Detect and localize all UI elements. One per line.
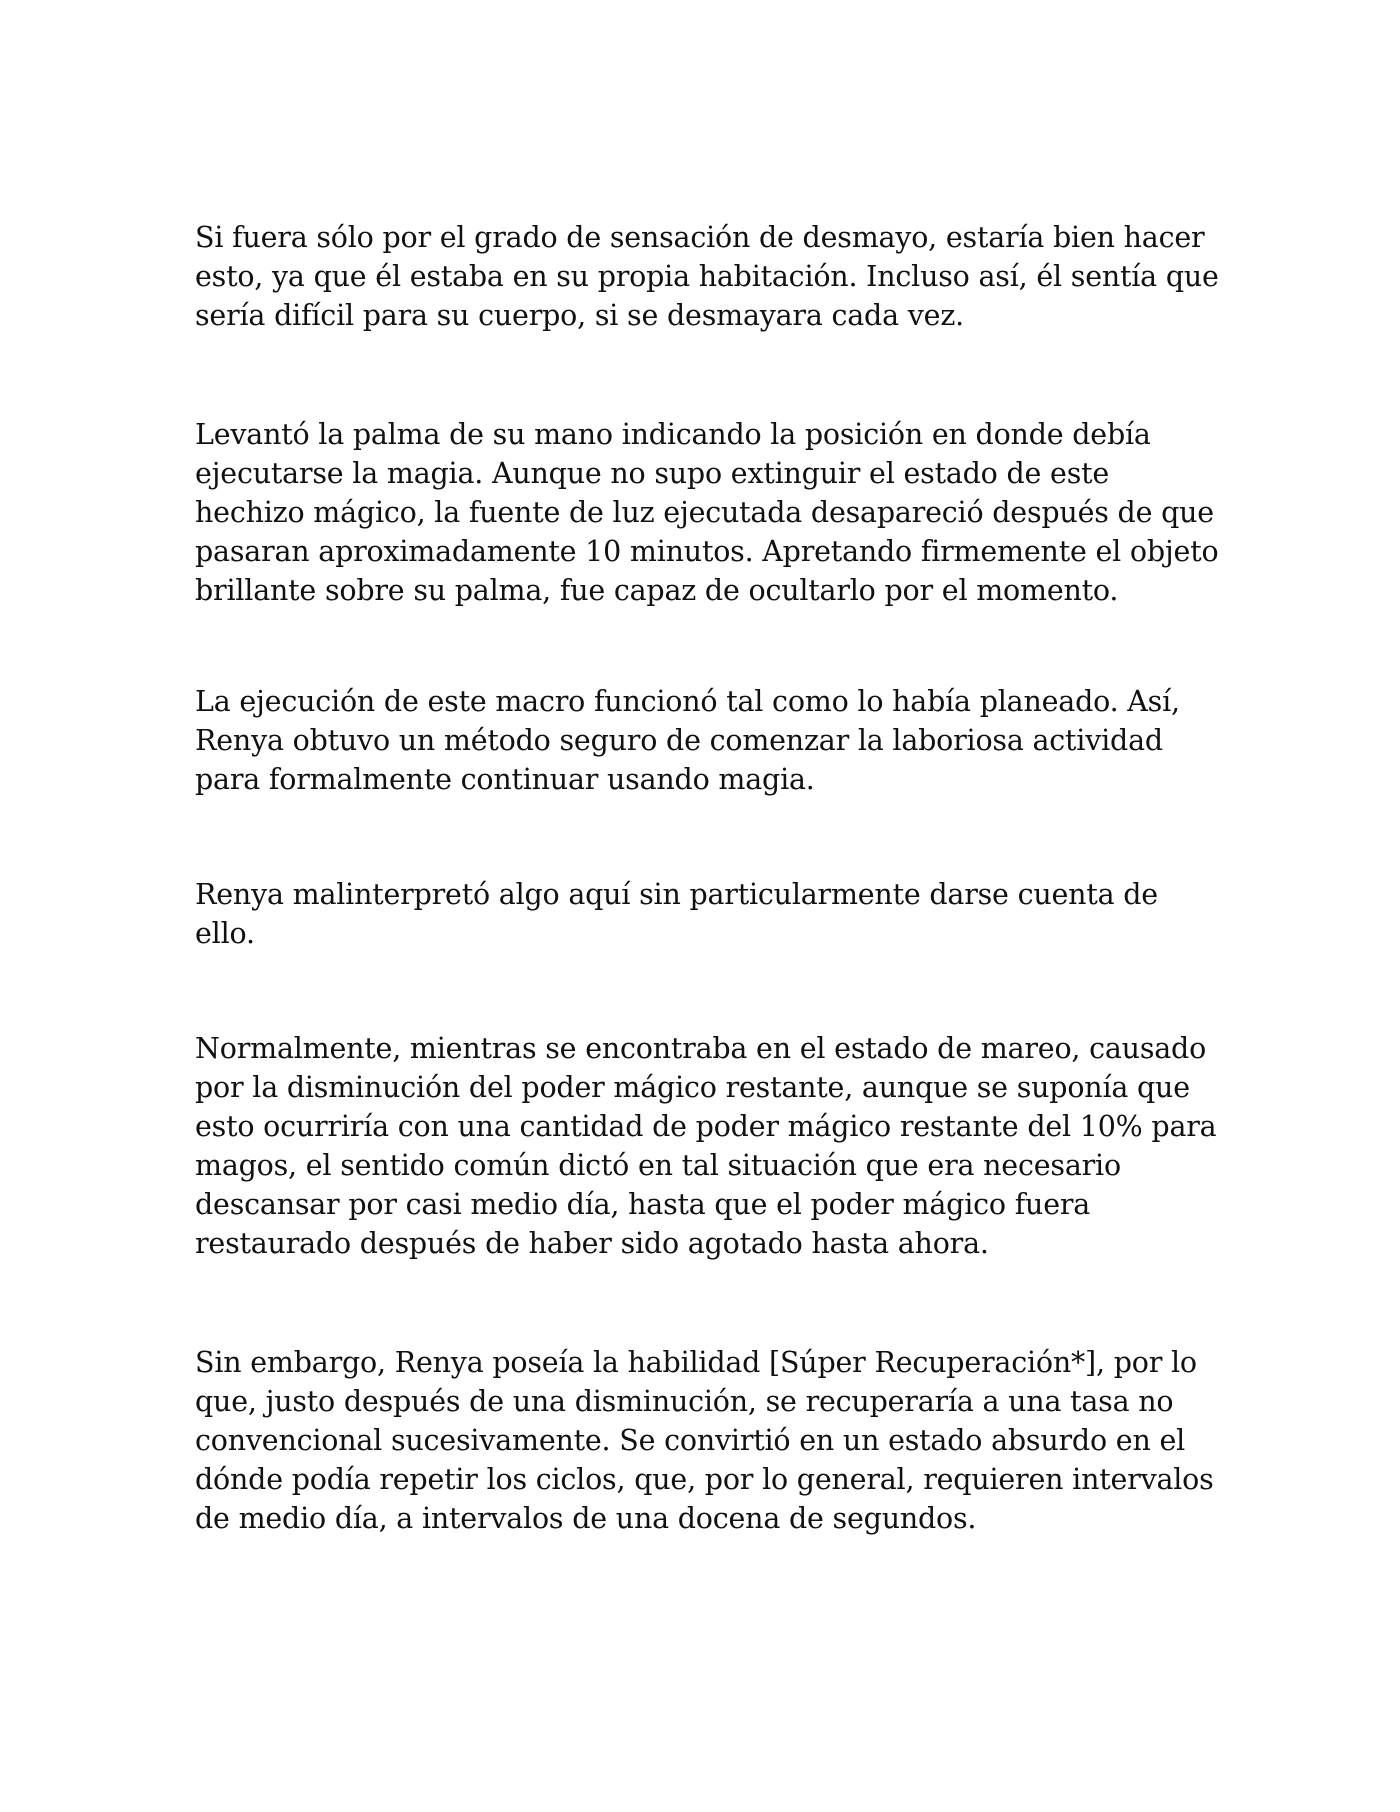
paragraph: Renya malinterpretó algo aquí sin particularmente darse cuenta de ello.	[195, 878, 1158, 950]
paragraph: Si fuera sólo por el grado de sensación de desmayo, estaría bien hacer esto, ya que él estaba en su propia habitación. Incluso así, él sentía que sería difícil para su cuerpo, si se desmayara cada vez.	[195, 221, 1219, 332]
paragraph: Levantó la palma de su mano indicando la posición en donde debía ejecutarse la magia. Aunque no supo extinguir el estado de este hechizo mágico, la fuente de luz ejecutada desapareció después de que pasaran aproximadamente 10 minutos. Apretando firmemente el objeto brillante sobre su palma, fue capaz de ocultarlo por el momento.	[195, 418, 1219, 607]
paragraph: Sin embargo, Renya poseía la habilidad [Súper Recuperación*], por lo que, justo después de una disminución, se recuperaría a una tasa no convencional sucesivamente. Se convirtió en un estado absurdo en el dónde podía repetir los ciclos, que, por lo general, requieren intervalos de medio día, a intervalos de una docena de segundos.	[195, 1346, 1214, 1535]
paragraph: La ejecución de este macro funcionó tal como lo había planeado. Así, Renya obtuvo un método seguro de comenzar la laboriosa actividad para formalmente continuar usando magia.	[195, 685, 1180, 796]
document-body	[195, 218, 1225, 1538]
paragraph: Normalmente, mientras se encontraba en el estado de mareo, causado por la disminución del poder mágico restante, aunque se suponía que esto ocurriría con una cantidad de poder mágico restante del 10% para magos, el sentido común dictó en tal situación que era necesario descansar por casi medio día, hasta que el poder mágico fuera restaurado después de haber sido agotado hasta ahora.	[195, 1032, 1217, 1260]
